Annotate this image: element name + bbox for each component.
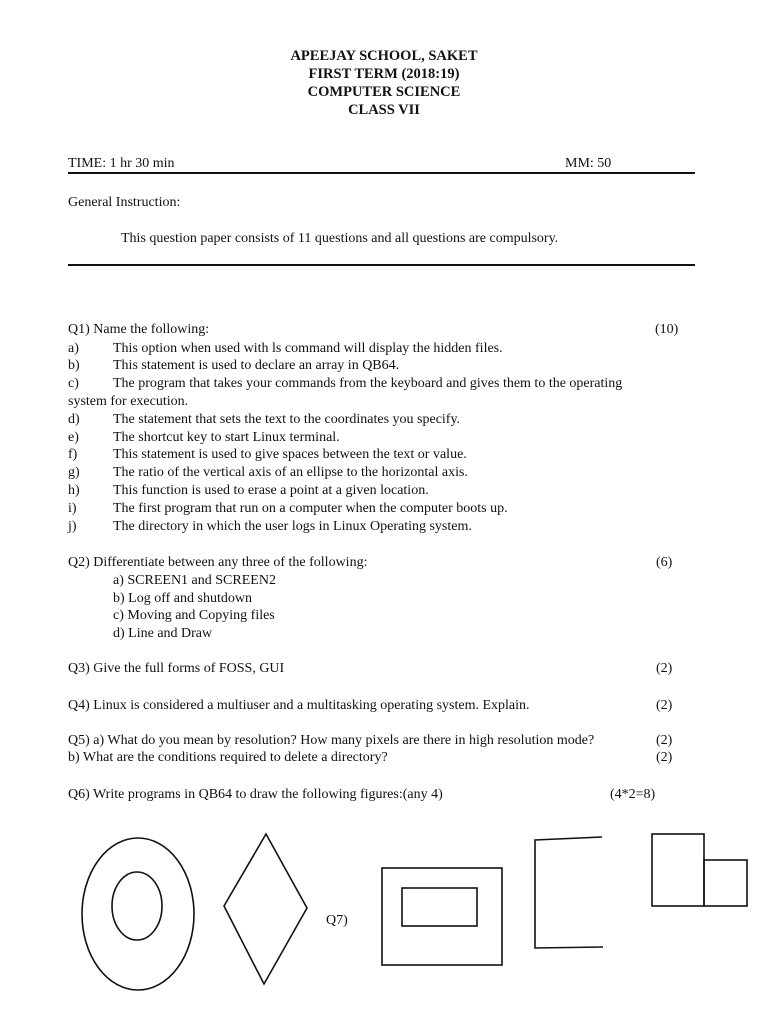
q1-item-text: The shortcut key to start Linux terminal. — [113, 430, 340, 445]
q1-item-label: i) — [68, 501, 77, 516]
q6-title: Q6) Write programs in QB64 to draw the following figures:(any 4) — [68, 787, 443, 802]
top-divider — [68, 172, 695, 174]
instruction-divider — [68, 264, 695, 266]
q1-item-text: This statement is used to give spaces between the text or value. — [113, 447, 467, 462]
tall-rectangle — [652, 834, 704, 906]
q2-marks: (6) — [656, 555, 673, 570]
q1-item-text: The first program that run on a computer when the computer boots up. — [113, 501, 508, 516]
q1-item-label: a) — [68, 341, 79, 356]
time-label: TIME: 1 hr 30 min — [68, 156, 175, 171]
q1-item-label: h) — [68, 483, 80, 498]
q3-marks: (2) — [656, 661, 673, 676]
q5-part-a: Q5) a) What do you mean by resolution? How many pixels are there in high resolution mode? — [68, 733, 595, 748]
q1-item-text: The ratio of the vertical axis of an ellipse to the horizontal axis. — [113, 465, 468, 480]
q1-item-text: The program that takes your commands from the keyboard and gives them to the operating — [113, 376, 623, 391]
instruction-text: This question paper consists of 11 questions and all questions are compulsory. — [121, 231, 559, 246]
q4-title: Q4) Linux is considered a multiuser and a multitasking operating system. Explain. — [68, 698, 530, 713]
class-title: CLASS VII — [348, 102, 420, 118]
q2-title: Q2) Differentiate between any three of the following: — [68, 555, 368, 570]
inner-circle — [112, 872, 162, 940]
q5-marks-a: (2) — [656, 733, 673, 748]
q1-item-text: The statement that sets the text to the coordinates you specify. — [113, 412, 461, 427]
q4-marks: (2) — [656, 698, 673, 713]
instruction-heading: General Instruction: — [68, 195, 181, 210]
outer-circle — [82, 838, 194, 990]
q7-label: Q7) — [326, 913, 348, 928]
q5-part-b: b) What are the conditions required to delete a directory? — [68, 750, 388, 765]
q1-item-text: The directory in which the user logs in Linux Operating system. — [113, 519, 472, 534]
q2-option: c) Moving and Copying files — [113, 608, 275, 623]
q2-option: a) SCREEN1 and SCREEN2 — [113, 573, 276, 588]
q6-marks: (4*2=8) — [610, 787, 656, 802]
rhombus-figure — [224, 834, 307, 984]
q1-item-text: This statement is used to declare an array in QB64. — [113, 358, 400, 373]
nested-rectangles-figure — [382, 868, 502, 965]
q1-item-label: g) — [68, 465, 80, 480]
q2-option: d) Line and Draw — [113, 626, 213, 641]
q1-item-label: f) — [68, 447, 78, 462]
q1-item-label: e) — [68, 430, 79, 445]
q1-item-label: d) — [68, 412, 80, 427]
short-rectangle — [704, 860, 747, 906]
subject-title: COMPUTER SCIENCE — [307, 84, 461, 100]
concentric-circles-figure — [82, 838, 194, 990]
q1-marks: (10) — [655, 322, 679, 337]
q5-marks-b: (2) — [656, 750, 673, 765]
q1-item-label: c) — [68, 376, 79, 391]
term-title: FIRST TERM (2018:19) — [308, 66, 460, 82]
q1-title: Q1) Name the following: — [68, 322, 210, 337]
inner-rectangle — [402, 888, 477, 926]
q1-item-label: b) — [68, 358, 80, 373]
outer-rectangle — [382, 868, 502, 965]
q3-title: Q3) Give the full forms of FOSS, GUI — [68, 661, 285, 676]
school-name: APEEJAY SCHOOL, SAKET — [290, 48, 478, 64]
max-marks-label: MM: 50 — [565, 156, 612, 171]
q2-option: b) Log off and shutdown — [113, 591, 252, 606]
adjoining-rectangles-figure — [652, 834, 747, 906]
q1-item-text: This option when used with ls command will display the hidden files. — [113, 341, 503, 356]
q1-item-continuation: system for execution. — [68, 394, 189, 409]
figures-panel — [0, 810, 768, 1024]
open-bracket-figure — [535, 837, 603, 948]
q1-item-label: j) — [68, 519, 77, 534]
q1-item-text: This function is used to erase a point at a given location. — [113, 483, 429, 498]
